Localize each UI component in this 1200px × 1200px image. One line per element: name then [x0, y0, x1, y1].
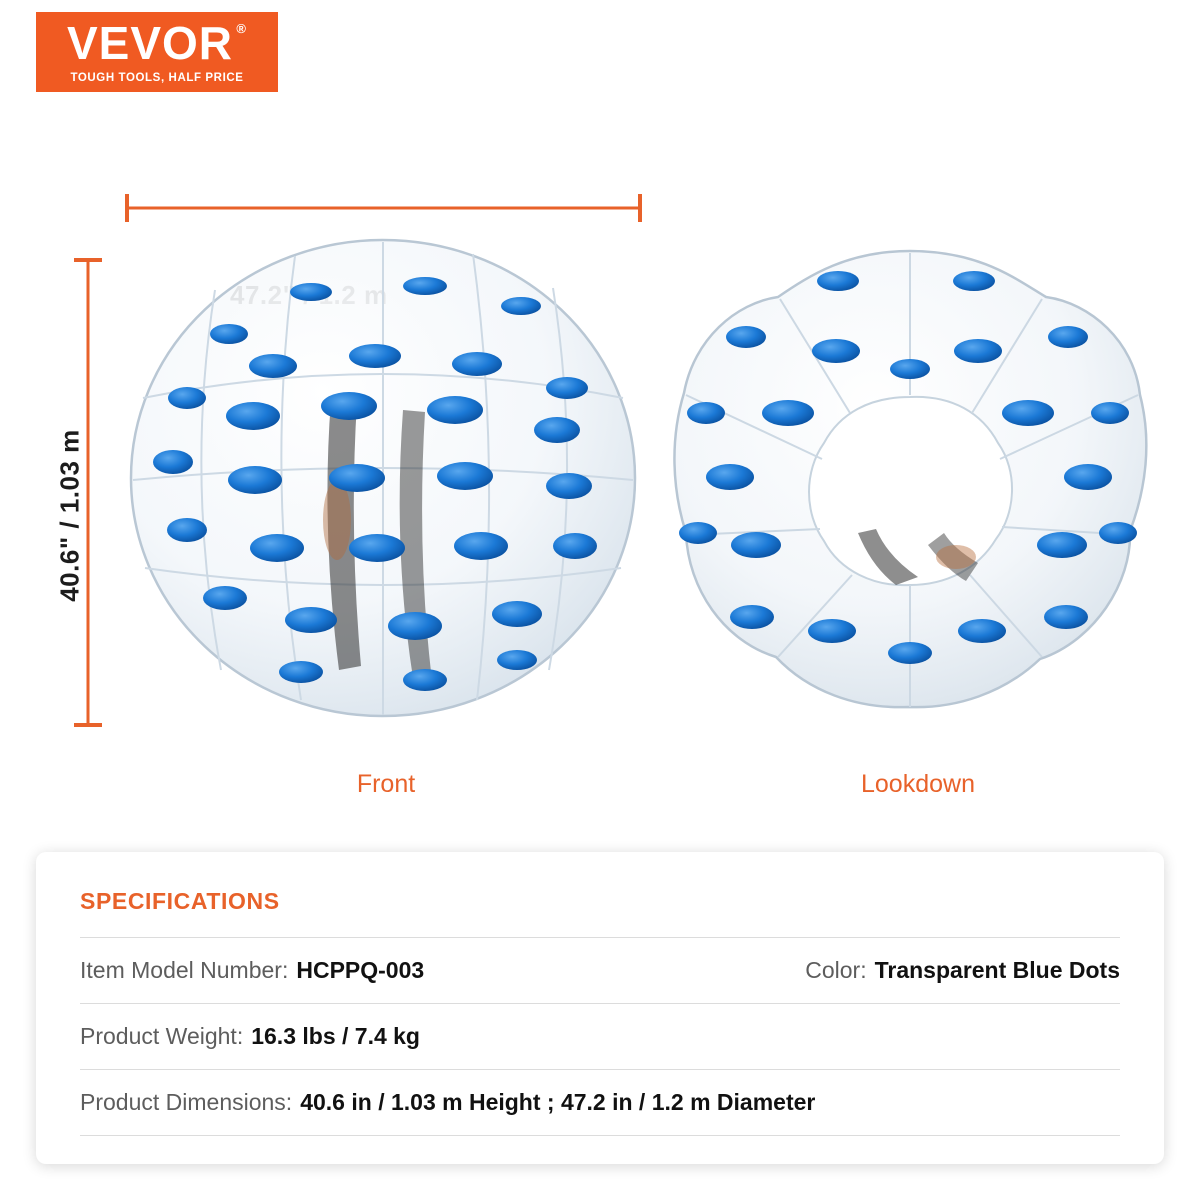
spec-key: Product Weight: [80, 1023, 244, 1049]
specifications-title: SPECIFICATIONS [80, 888, 280, 914]
spec-key: Item Model Number: [80, 957, 289, 983]
spec-value: HCPPQ-003 [296, 957, 425, 983]
spec-row [80, 1003, 1120, 1069]
brand-name [66, 17, 248, 69]
spec-item-product-weight [80, 1023, 420, 1050]
brand-name-text: VEVOR [66, 17, 234, 69]
product-view-front [125, 230, 645, 720]
spec-item-model-number [80, 957, 424, 984]
spec-value: 40.6 in / 1.03 m Height ; 47.2 in / 1.2 m Diameter [300, 1089, 816, 1115]
brand-tagline: TOUGH TOOLS, HALF PRICE [70, 72, 244, 84]
specifications-card [36, 852, 1164, 1164]
brand-logo [36, 12, 278, 92]
spec-row [80, 937, 1120, 1003]
product-illustration [0, 120, 1200, 820]
product-view-lookdown [660, 245, 1160, 715]
spec-key: Product Dimensions: [80, 1089, 293, 1115]
spec-key: Color: [805, 957, 867, 983]
spec-value: 16.3 lbs / 7.4 kg [251, 1023, 420, 1049]
spec-item-product-dimensions [80, 1089, 815, 1116]
spec-row [80, 1069, 1120, 1136]
caption-lookdown: Lookdown [861, 770, 975, 798]
caption-front: Front [356, 770, 416, 798]
height-dimension-label: 40.6" / 1.03 m [54, 429, 85, 602]
registered-mark-icon: ® [236, 21, 248, 36]
bubble-ball-lookdown-graphic [660, 245, 1160, 715]
spec-value: Transparent Blue Dots [874, 957, 1120, 983]
bubble-ball-front-graphic [125, 230, 645, 720]
spec-item-color [805, 957, 1120, 984]
